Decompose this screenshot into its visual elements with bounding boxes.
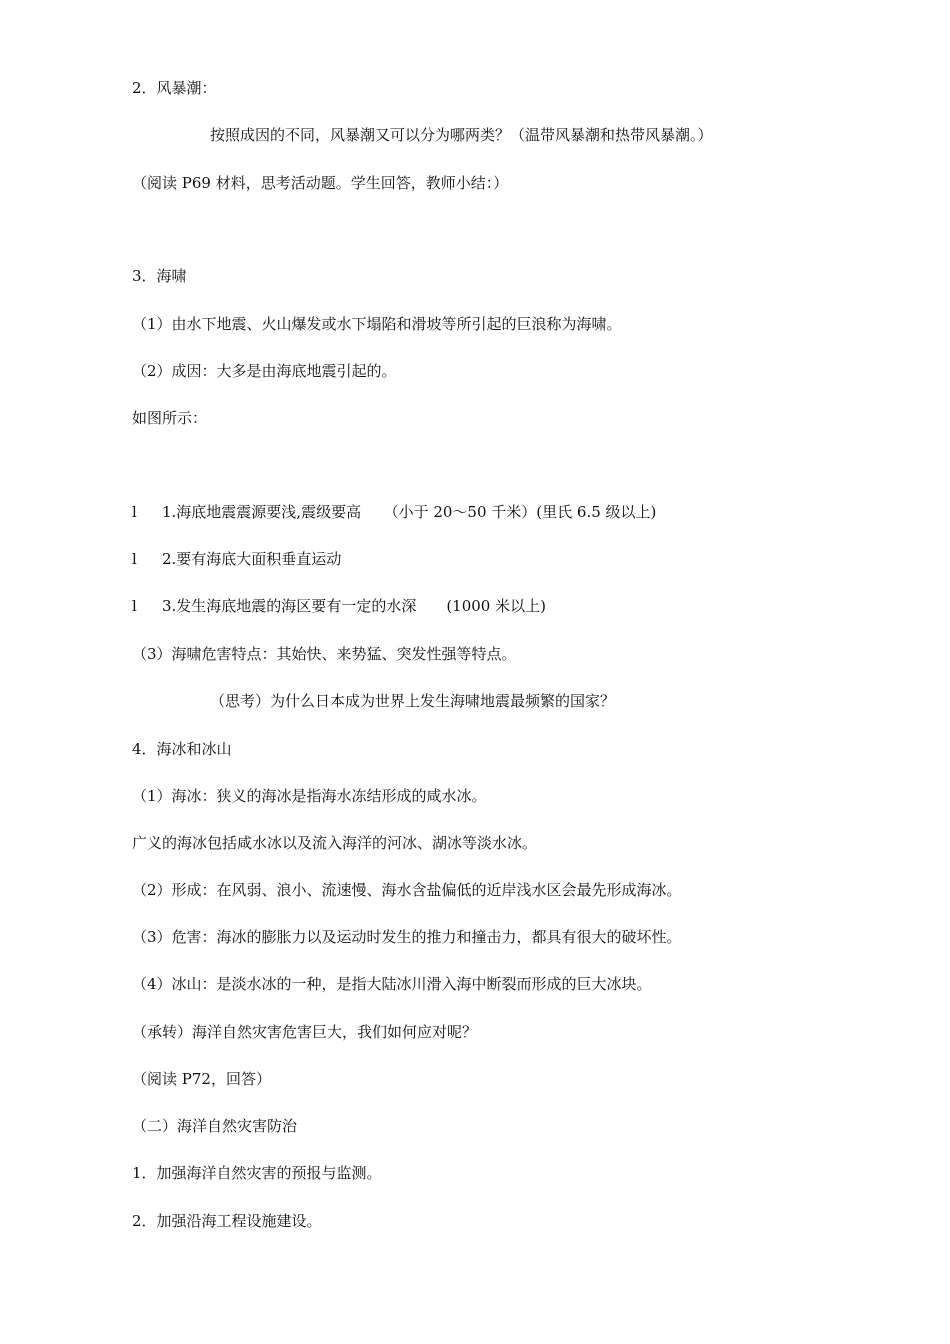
reading-note-p72: （阅读 P72，回答） [132, 1070, 271, 1088]
list-item [132, 596, 546, 616]
section-heading-storm-surge: 2．风暴潮： [132, 79, 217, 97]
reading-note-p69: （阅读 P69 材料，思考活动题。学生回答，教师小结：） [132, 174, 509, 192]
bullet-marker: l [132, 597, 137, 615]
list-item-text: 2.要有海底大面积垂直运动 [162, 550, 342, 568]
list-item-text: 3.发生海底地震的海区要有一定的水深 (1000 米以上) [162, 597, 546, 615]
section-heading-sea-ice: 4．海冰和冰山 [132, 740, 232, 758]
sea-ice-hazard: （3）危害：海冰的膨胀力以及运动时发生的推力和撞击力，都具有很大的破坏性。 [132, 928, 682, 946]
question-storm-surge-types: 按照成因的不同，风暴潮又可以分为哪两类？（温带风暴潮和热带风暴潮。） [210, 126, 713, 144]
sea-ice-formation: （2）形成：在风弱、浪小、流速慢、海水含盐偏低的近岸浅水区会最先形成海冰。 [132, 881, 682, 899]
figure-intro: 如图所示： [132, 409, 208, 427]
bullet-marker: l [132, 503, 137, 521]
tsunami-definition: （1）由水下地震、火山爆发或水下塌陷和滑坡等所引起的巨浪称为海啸。 [132, 315, 622, 333]
think-question-japan: （思考）为什么日本成为世界上发生海啸地震最频繁的国家？ [210, 692, 616, 710]
iceberg-definition: （4）冰山：是淡水冰的一种，是指大陆冰川滑入海中断裂而形成的巨大冰块。 [132, 975, 652, 993]
list-item [132, 549, 341, 569]
tsunami-cause: （2）成因：大多是由海底地震引起的。 [132, 362, 397, 380]
prevention-item-2: 2．加强沿海工程设施建设。 [132, 1212, 322, 1230]
section-heading-prevention: （二）海洋自然灾害防治 [132, 1117, 298, 1135]
prevention-item-1: 1．加强海洋自然灾害的预报与监测。 [132, 1164, 382, 1182]
list-item [132, 502, 656, 522]
section-heading-tsunami: 3．海啸 [132, 267, 187, 285]
tsunami-hazard-features: （3）海啸危害特点：其始快、来势猛、突发性强等特点。 [132, 645, 517, 663]
transition-question: （承转）海洋自然灾害危害巨大，我们如何应对呢？ [132, 1023, 478, 1041]
sea-ice-narrow-definition: （1）海冰：狭义的海冰是指海水冻结形成的咸水冰。 [132, 787, 487, 805]
bullet-marker: l [132, 550, 137, 568]
sea-ice-broad-definition: 广义的海冰包括咸水冰以及流入海洋的河冰、湖冰等淡水冰。 [132, 834, 538, 852]
list-item-text: 1.海底地震震源要浅,震级要高 （小于 20～50 千米）(里氏 6.5 级以上) [162, 503, 657, 521]
